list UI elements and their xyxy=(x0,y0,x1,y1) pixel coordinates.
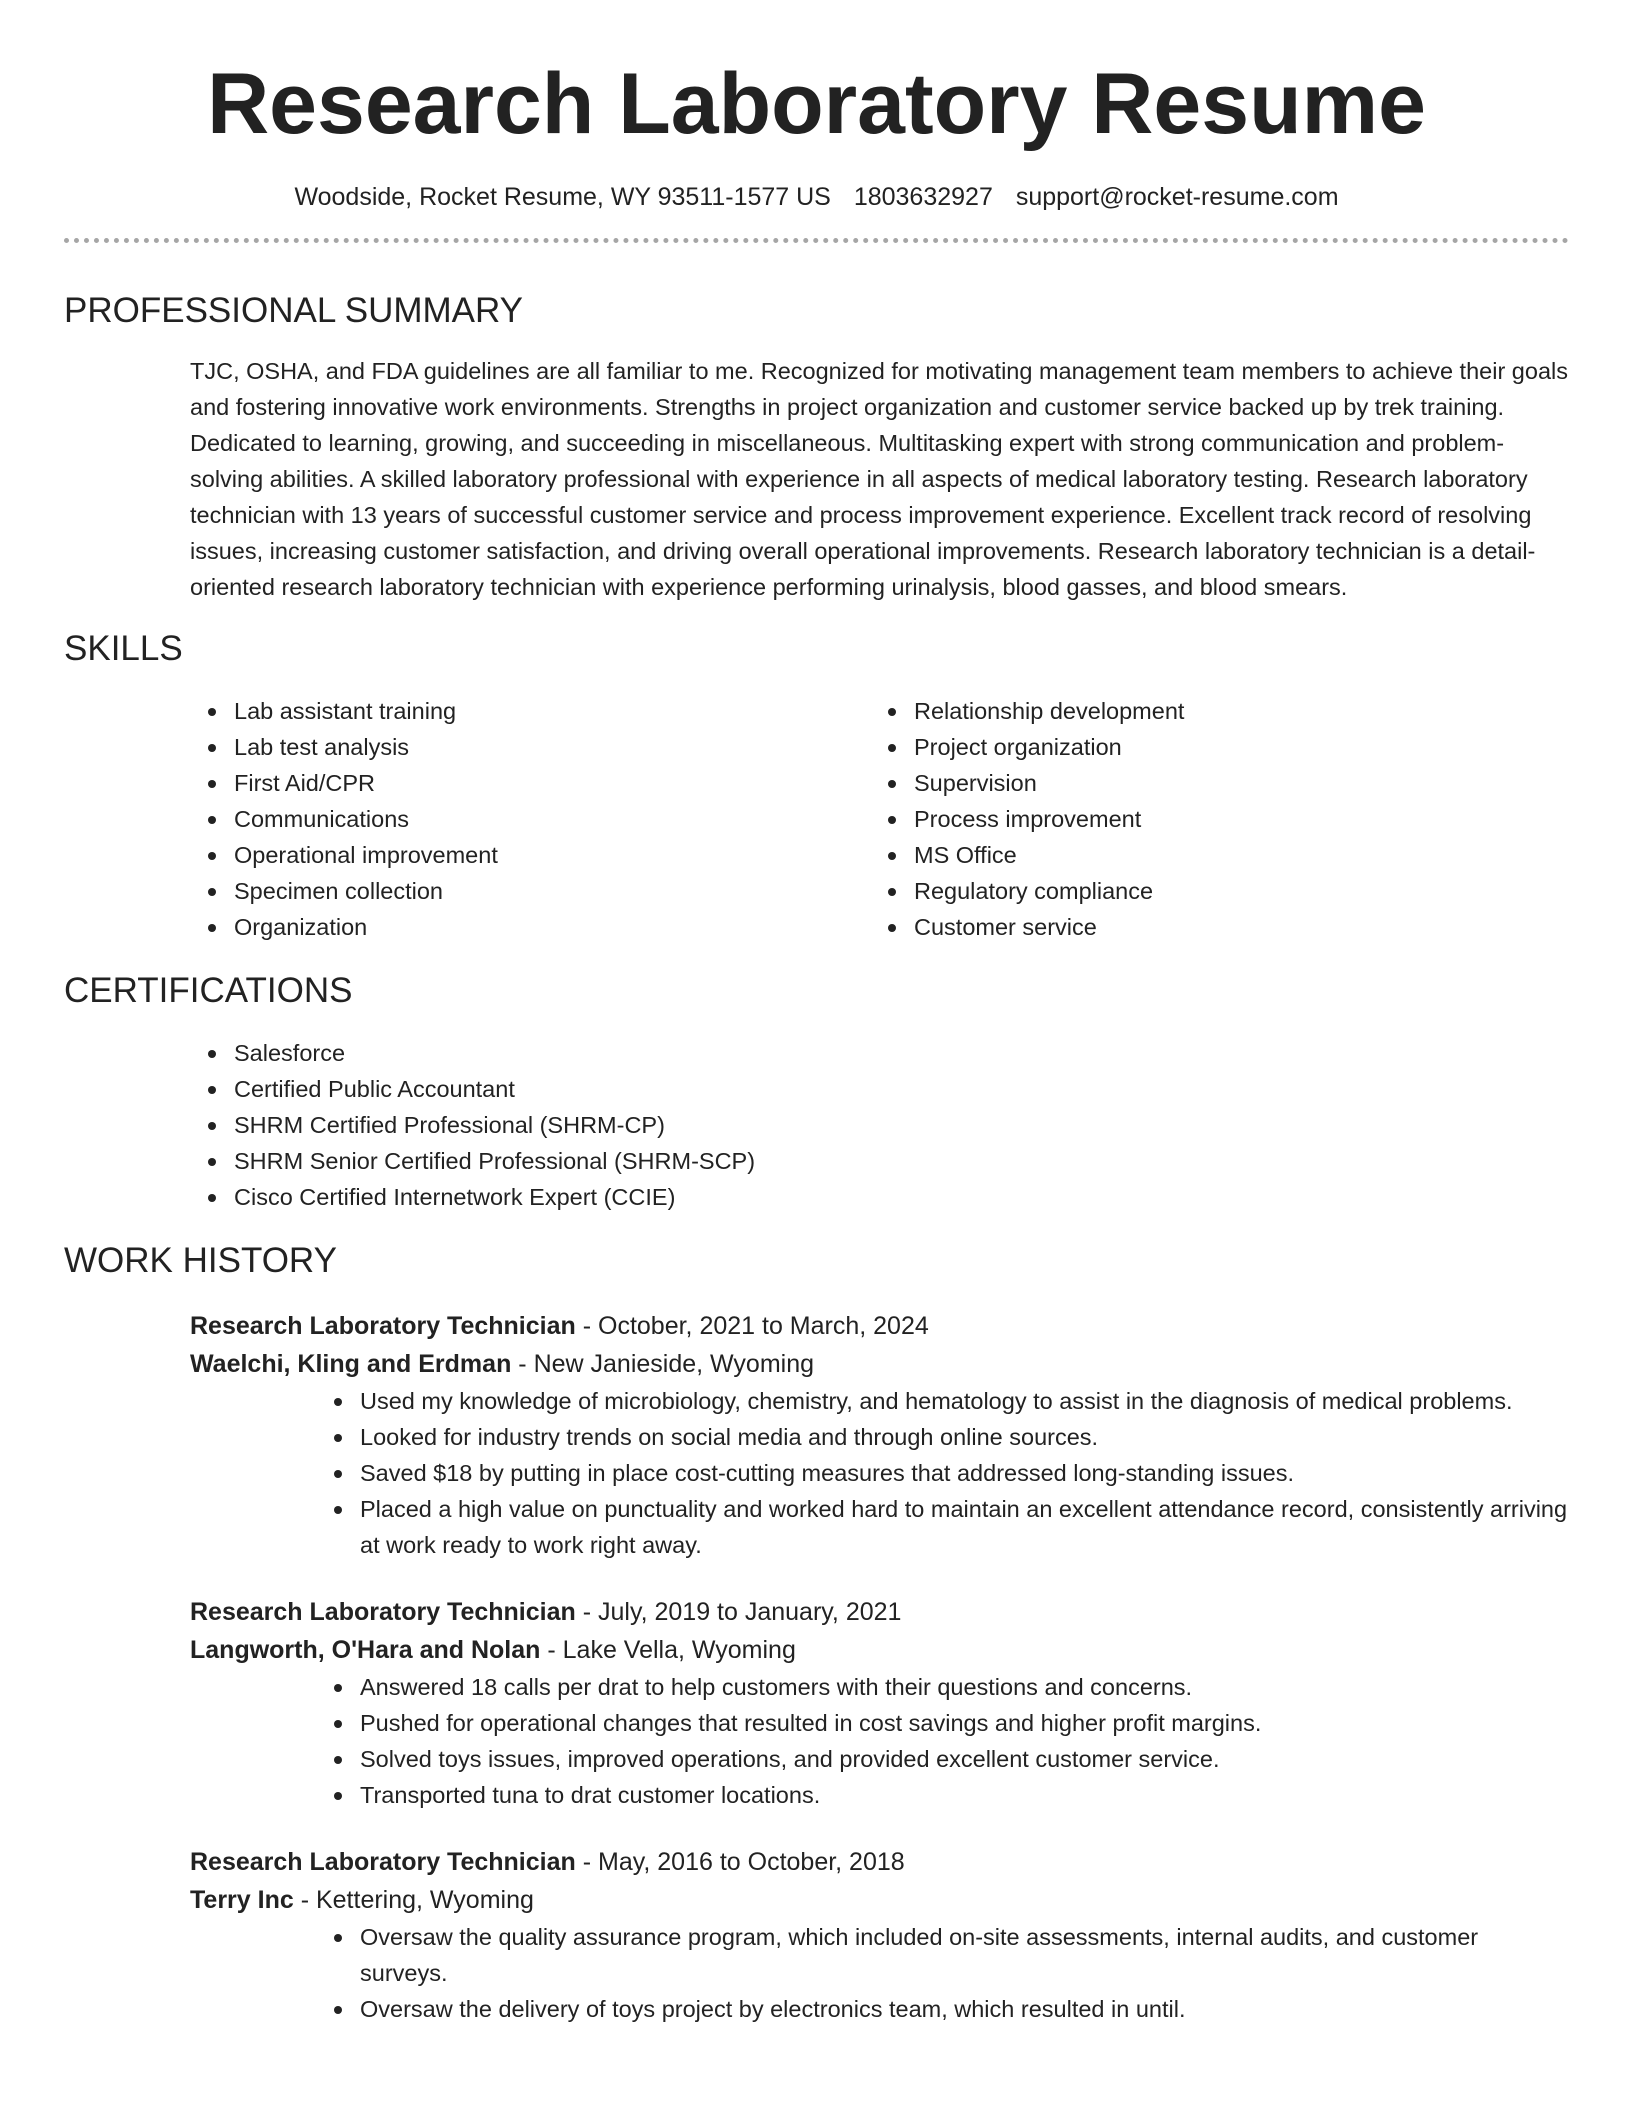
job-duties-list xyxy=(190,1383,1569,1563)
job-title-line xyxy=(190,1843,1569,1881)
contact-line xyxy=(64,180,1569,214)
job-company-line xyxy=(190,1345,1569,1383)
job-entry xyxy=(190,1593,1569,1813)
resume-page xyxy=(64,0,1569,2027)
certification-item: SHRM Senior Certified Professional (SHRM-SCP) xyxy=(234,1143,1569,1179)
skills-list-left xyxy=(190,693,870,945)
job-dates: May, 2016 to October, 2018 xyxy=(598,1848,905,1876)
skill-item: Customer service xyxy=(914,909,1550,945)
skill-item: Supervision xyxy=(914,765,1550,801)
skill-item: MS Office xyxy=(914,837,1550,873)
summary-text: TJC, OSHA, and FDA guidelines are all familiar to me. Recognized for motivating management team members to achieve their goals and fostering innovative work environments. Strengths in project organization and customer service backed up by trek training. Dedicated to learning, growing, and succeeding in miscellaneous. Multitasking expert with strong communication and problem-solving abilities. A skilled laboratory professional with experience in all aspects of medical laboratory testing. Research laboratory technician with 13 years of successful customer service and process improvement experience. Excellent track record of resolving issues, increasing customer satisfaction, and driving overall operational improvements. Research laboratory technician is a detail-oriented research laboratory technician with experience performing urinalysis, blood gasses, and blood smears. xyxy=(190,358,1568,600)
job-duties-list xyxy=(190,1919,1569,2027)
certifications-block xyxy=(190,1035,1569,1215)
job-title-line xyxy=(190,1593,1569,1631)
summary-heading: PROFESSIONAL SUMMARY xyxy=(64,291,523,330)
skills-column-left xyxy=(190,693,870,945)
job-duties-list xyxy=(190,1669,1569,1813)
job-location: Kettering, Wyoming xyxy=(315,1886,534,1914)
job-duty-item: Saved $18 by putting in place cost-cutting measures that addressed long-standing issues. xyxy=(360,1455,1569,1491)
work-history-list xyxy=(64,1307,1569,2027)
job-entry xyxy=(190,1307,1569,1563)
skill-item: Lab test analysis xyxy=(234,729,870,765)
job-duty-item: Oversaw the quality assurance program, which included on-site assessments, internal audits, and customer surveys. xyxy=(360,1919,1569,1991)
contact-address: Woodside, Rocket Resume, WY 93511-1577 US xyxy=(294,183,831,211)
job-title-line xyxy=(190,1307,1569,1345)
skill-item: Project organization xyxy=(914,729,1550,765)
skill-item: Organization xyxy=(234,909,870,945)
certifications-list xyxy=(190,1035,1569,1215)
job-duty-item: Looked for industry trends on social media and through online sources. xyxy=(360,1419,1569,1455)
work-history-heading: WORK HISTORY xyxy=(64,1241,337,1280)
skills-list-right xyxy=(870,693,1550,945)
skill-item: Lab assistant training xyxy=(234,693,870,729)
separator: - xyxy=(575,1848,598,1876)
job-location: New Janieside, Wyoming xyxy=(533,1350,815,1378)
job-location: Lake Vella, Wyoming xyxy=(562,1636,796,1664)
contact-phone: 1803632927 xyxy=(853,183,993,211)
certifications-heading: CERTIFICATIONS xyxy=(64,971,353,1010)
job-company-line xyxy=(190,1631,1569,1669)
job-company: Langworth, O'Hara and Nolan xyxy=(190,1636,541,1664)
separator: - xyxy=(511,1350,534,1378)
skill-item: Relationship development xyxy=(914,693,1550,729)
job-duty-item: Transported tuna to drat customer locations. xyxy=(360,1777,1569,1813)
job-entry xyxy=(190,1843,1569,2027)
certification-item: Cisco Certified Internetwork Expert (CCIE) xyxy=(234,1179,1569,1215)
certification-item: SHRM Certified Professional (SHRM-CP) xyxy=(234,1107,1569,1143)
certification-item: Salesforce xyxy=(234,1035,1569,1071)
skill-item: Communications xyxy=(234,801,870,837)
job-duty-item: Answered 18 calls per drat to help customers with their questions and concerns. xyxy=(360,1669,1569,1705)
separator: - xyxy=(540,1636,563,1664)
job-role: Research Laboratory Technician xyxy=(190,1848,576,1876)
skill-item: First Aid/CPR xyxy=(234,765,870,801)
certification-item: Certified Public Accountant xyxy=(234,1071,1569,1107)
resume-title: Research Laboratory Resume xyxy=(207,56,1426,152)
job-duty-item: Placed a high value on punctuality and worked hard to maintain an excellent attendance record, consistently arriving at work ready to work right away. xyxy=(360,1491,1569,1563)
separator: - xyxy=(575,1312,598,1340)
skill-item: Regulatory compliance xyxy=(914,873,1550,909)
skills-column-right xyxy=(870,693,1550,945)
job-duty-item: Oversaw the delivery of toys project by electronics team, which resulted in until. xyxy=(360,1991,1569,2027)
job-company: Terry Inc xyxy=(190,1886,294,1914)
job-dates: July, 2019 to January, 2021 xyxy=(598,1598,902,1626)
header-divider xyxy=(64,238,1569,243)
job-duty-item: Used my knowledge of microbiology, chemistry, and hematology to assist in the diagnosis of medical problems. xyxy=(360,1383,1569,1419)
job-dates: October, 2021 to March, 2024 xyxy=(598,1312,929,1340)
contact-email: support@rocket-resume.com xyxy=(1015,183,1339,211)
skill-item: Specimen collection xyxy=(234,873,870,909)
job-company-line xyxy=(190,1881,1569,1919)
job-company: Waelchi, Kling and Erdman xyxy=(190,1350,512,1378)
skills-grid xyxy=(190,693,1569,945)
job-role: Research Laboratory Technician xyxy=(190,1312,576,1340)
job-duty-item: Pushed for operational changes that resulted in cost savings and higher profit margins. xyxy=(360,1705,1569,1741)
separator: - xyxy=(575,1598,598,1626)
skill-item: Operational improvement xyxy=(234,837,870,873)
skills-heading: SKILLS xyxy=(64,629,183,668)
skill-item: Process improvement xyxy=(914,801,1550,837)
separator: - xyxy=(293,1886,316,1914)
job-role: Research Laboratory Technician xyxy=(190,1598,576,1626)
job-duty-item: Solved toys issues, improved operations, and provided excellent customer service. xyxy=(360,1741,1569,1777)
